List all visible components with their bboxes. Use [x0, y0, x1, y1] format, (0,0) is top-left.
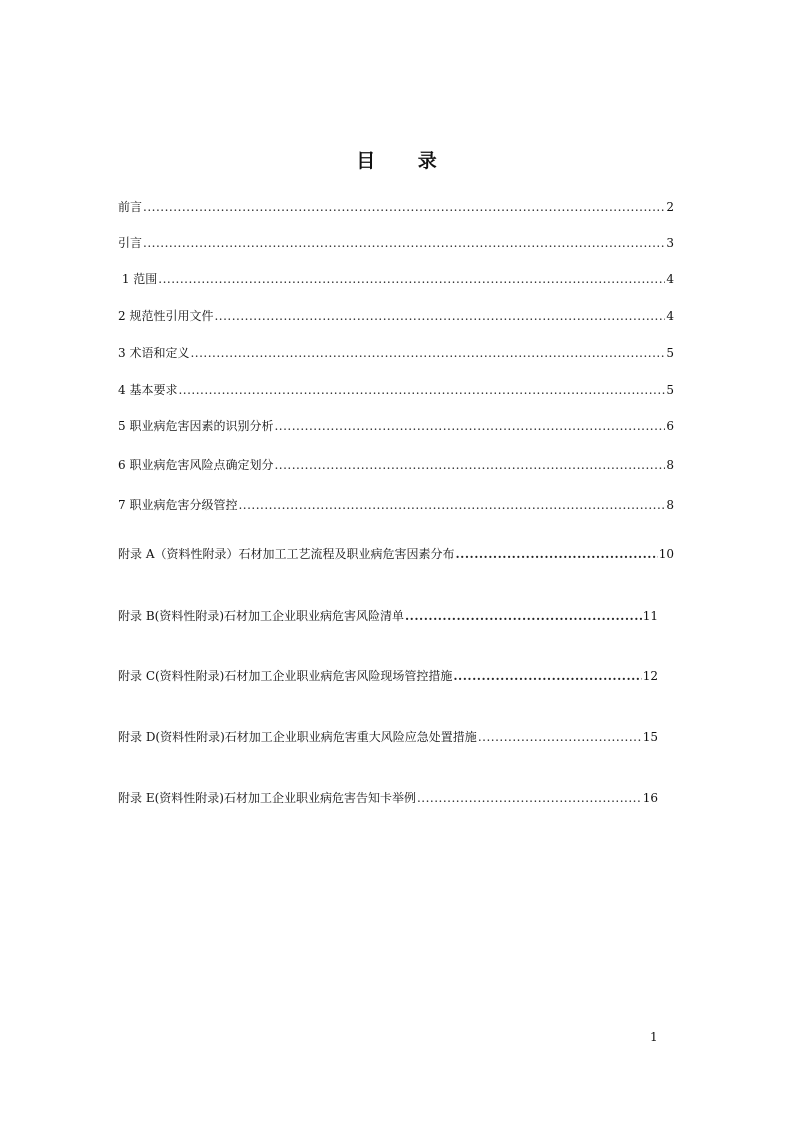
toc-entry-appendix-d[interactable]: [118, 729, 658, 745]
dot-leader: [178, 382, 665, 398]
toc-entry-terms-definitions[interactable]: [118, 345, 674, 361]
toc-entry-introduction[interactable]: [118, 235, 674, 251]
toc-entry-label: 附录 B(资料性附录)石材加工企业职业病危害风险清单: [118, 609, 404, 623]
table-of-contents: [118, 0, 674, 1122]
dot-leader: [190, 345, 665, 361]
dot-leader: [238, 497, 665, 513]
toc-entry-label: 7 职业病危害分级管控: [118, 498, 238, 512]
toc-entry-page: 11: [642, 609, 658, 623]
toc-entry-hazard-identification[interactable]: [118, 418, 674, 434]
toc-entry-label: 2 规范性引用文件: [118, 309, 214, 323]
page-title: 目 录: [356, 150, 455, 172]
toc-entry-normative-references[interactable]: [118, 308, 674, 324]
toc-entry-risk-point-classification[interactable]: [118, 457, 674, 473]
toc-entry-page: 4: [666, 272, 674, 286]
toc-entry-preface[interactable]: [118, 199, 674, 215]
toc-entry-page: 2: [666, 200, 674, 214]
toc-entry-page: 3: [666, 236, 674, 250]
toc-entry-page: 10: [658, 547, 674, 561]
toc-entry-page: 8: [666, 498, 674, 512]
toc-entry-page: 16: [642, 791, 658, 805]
dot-leader: [158, 271, 665, 287]
dot-leader: [455, 546, 657, 562]
dot-leader: [417, 790, 642, 806]
toc-entry-appendix-a[interactable]: [118, 546, 674, 562]
dot-leader: [478, 729, 642, 745]
toc-entry-label: 附录 D(资料性附录)石材加工企业职业病危害重大风险应急处置措施: [118, 730, 477, 744]
dot-leader: [274, 418, 665, 434]
toc-entry-appendix-c[interactable]: [118, 668, 658, 684]
dot-leader: [143, 199, 665, 215]
toc-entry-page: 5: [666, 383, 674, 397]
toc-entry-basic-requirements[interactable]: [118, 382, 674, 398]
toc-entry-page: 12: [642, 669, 658, 683]
toc-entry-page: 5: [666, 346, 674, 360]
toc-entry-label: 附录 E(资料性附录)石材加工企业职业病危害告知卡举例: [118, 791, 416, 805]
toc-entry-label: 6 职业病危害风险点确定划分: [118, 458, 274, 472]
dot-leader: [274, 457, 665, 473]
page-number: 1: [650, 1030, 658, 1044]
toc-entry-label: 4 基本要求: [118, 383, 178, 397]
dot-leader: [453, 668, 641, 684]
toc-entry-page: 8: [666, 458, 674, 472]
toc-entry-label: 附录 A（资料性附录）石材加工工艺流程及职业病危害因素分布: [118, 547, 455, 561]
dot-leader: [214, 308, 665, 324]
toc-entry-label: 引言: [118, 236, 143, 250]
toc-entry-appendix-e[interactable]: [118, 790, 658, 806]
toc-entry-scope[interactable]: [118, 271, 674, 287]
toc-entry-label: 1 范围: [118, 272, 158, 286]
toc-entry-label: 5 职业病危害因素的识别分析: [118, 419, 274, 433]
toc-entry-page: 15: [642, 730, 658, 744]
toc-entry-label: 附录 C(资料性附录)石材加工企业职业病危害风险现场管控措施: [118, 669, 453, 683]
toc-entry-label: 前言: [118, 200, 143, 214]
dot-leader: [143, 235, 665, 251]
toc-entry-graded-control[interactable]: [118, 497, 674, 513]
toc-entry-appendix-b[interactable]: [118, 608, 658, 624]
dot-leader: [405, 608, 642, 624]
toc-entry-page: 4: [666, 309, 674, 323]
toc-entry-page: 6: [666, 419, 674, 433]
toc-entry-label: 3 术语和定义: [118, 346, 190, 360]
